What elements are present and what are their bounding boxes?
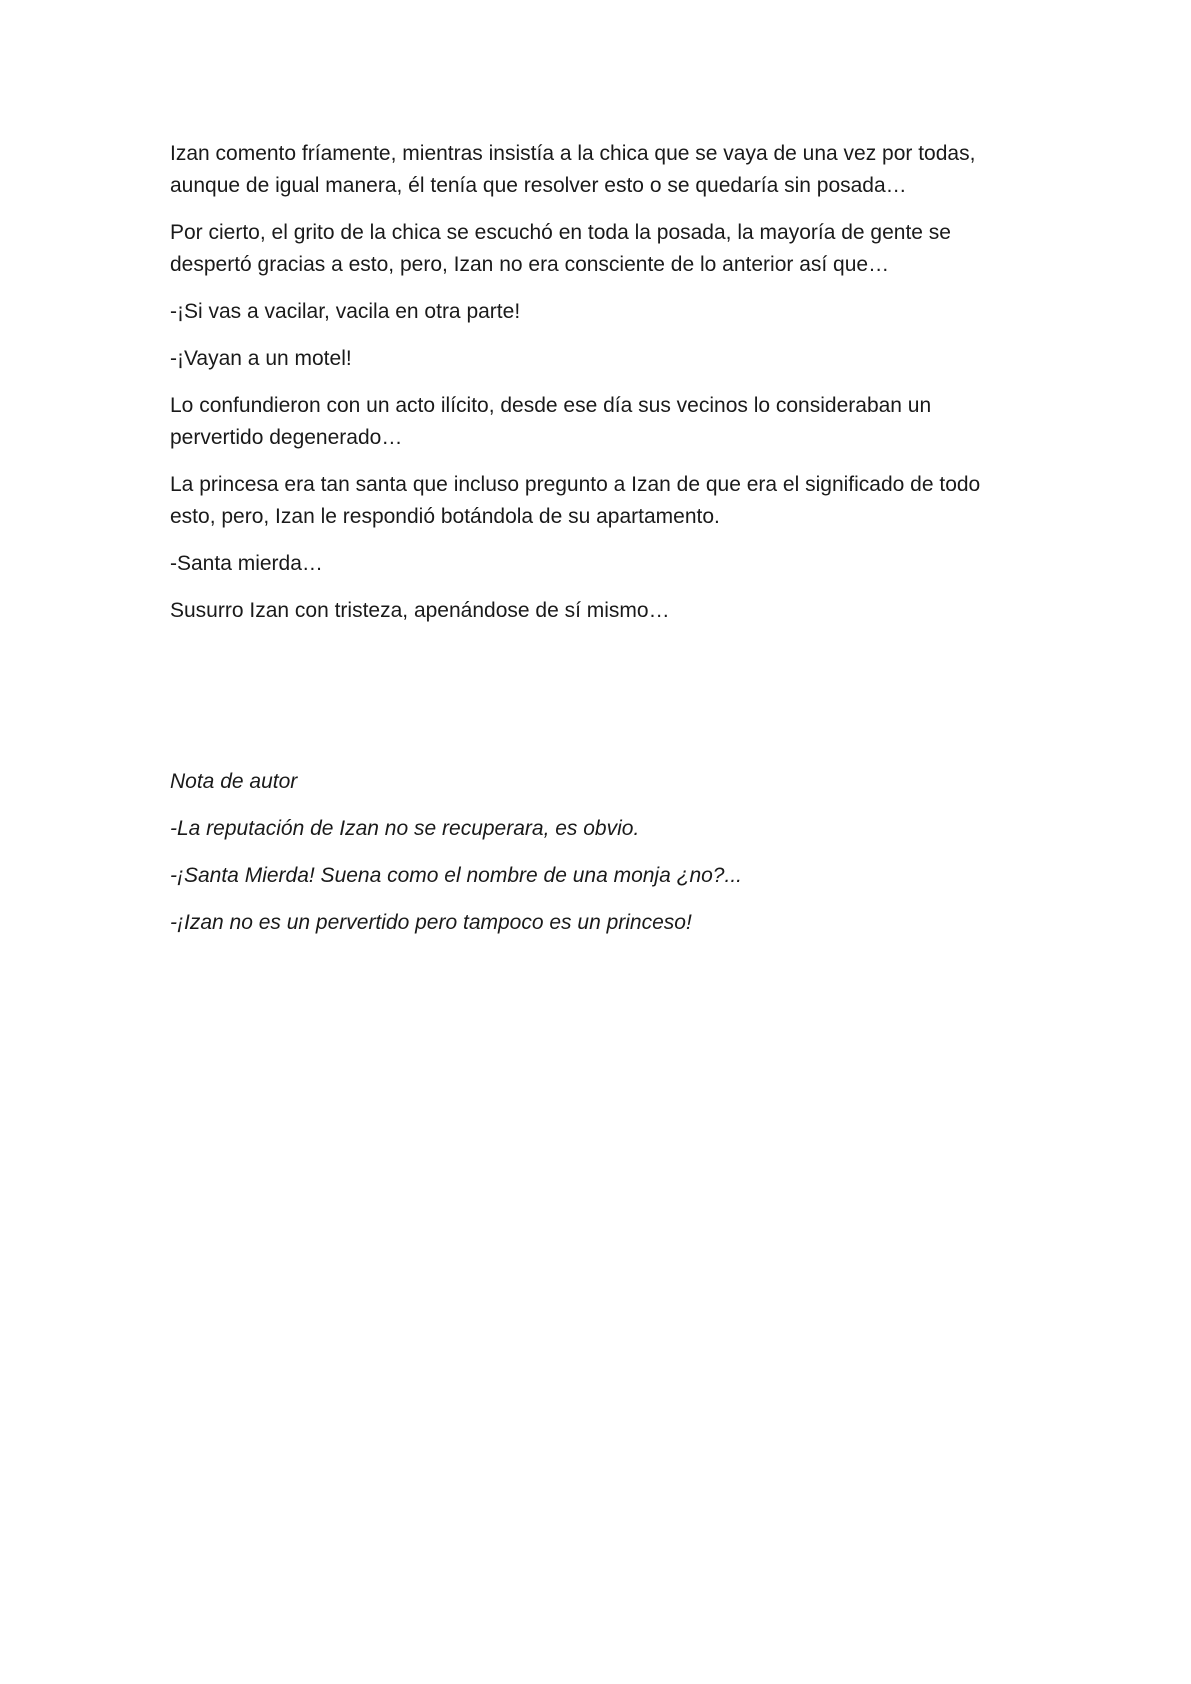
paragraph: Susurro Izan con tristeza, apenándose de sí mismo… [170,599,670,622]
paragraph: Lo confundieron con un acto ilícito, desde ese día sus vecinos lo consideraban un pervertido degenerado… [170,394,932,449]
author-note-line: -¡Izan no es un pervertido pero tampoco es un princeso! [170,911,692,934]
paragraph: Izan comento fríamente, mientras insistía a la chica que se vaya de una vez por todas, aunque de igual manera, él tenía que resolver esto o se quedaría sin posada… [170,142,976,197]
paragraph: La princesa era tan santa que incluso pregunto a Izan de que era el significado de todo esto, pero, Izan le respondió botándola de su apartamento. [170,473,981,528]
author-note-title: Nota de autor [170,770,298,793]
author-note-line: -La reputación de Izan no se recuperara, es obvio. [170,817,640,840]
author-note-line: -¡Santa Mierda! Suena como el nombre de una monja ¿no?... [170,864,742,887]
dialogue-line: -¡Vayan a un motel! [170,347,352,370]
author-note [170,766,1020,939]
page-content [170,138,1020,954]
dialogue-line: -Santa mierda… [170,552,323,575]
dialogue-line: -¡Si vas a vacilar, vacila en otra parte! [170,300,521,323]
paragraph: Por cierto, el grito de la chica se escuchó en toda la posada, la mayoría de gente se despertó gracias a esto, pero, Izan no era consciente de lo anterior así que… [170,221,951,276]
section-spacer [170,642,1020,766]
